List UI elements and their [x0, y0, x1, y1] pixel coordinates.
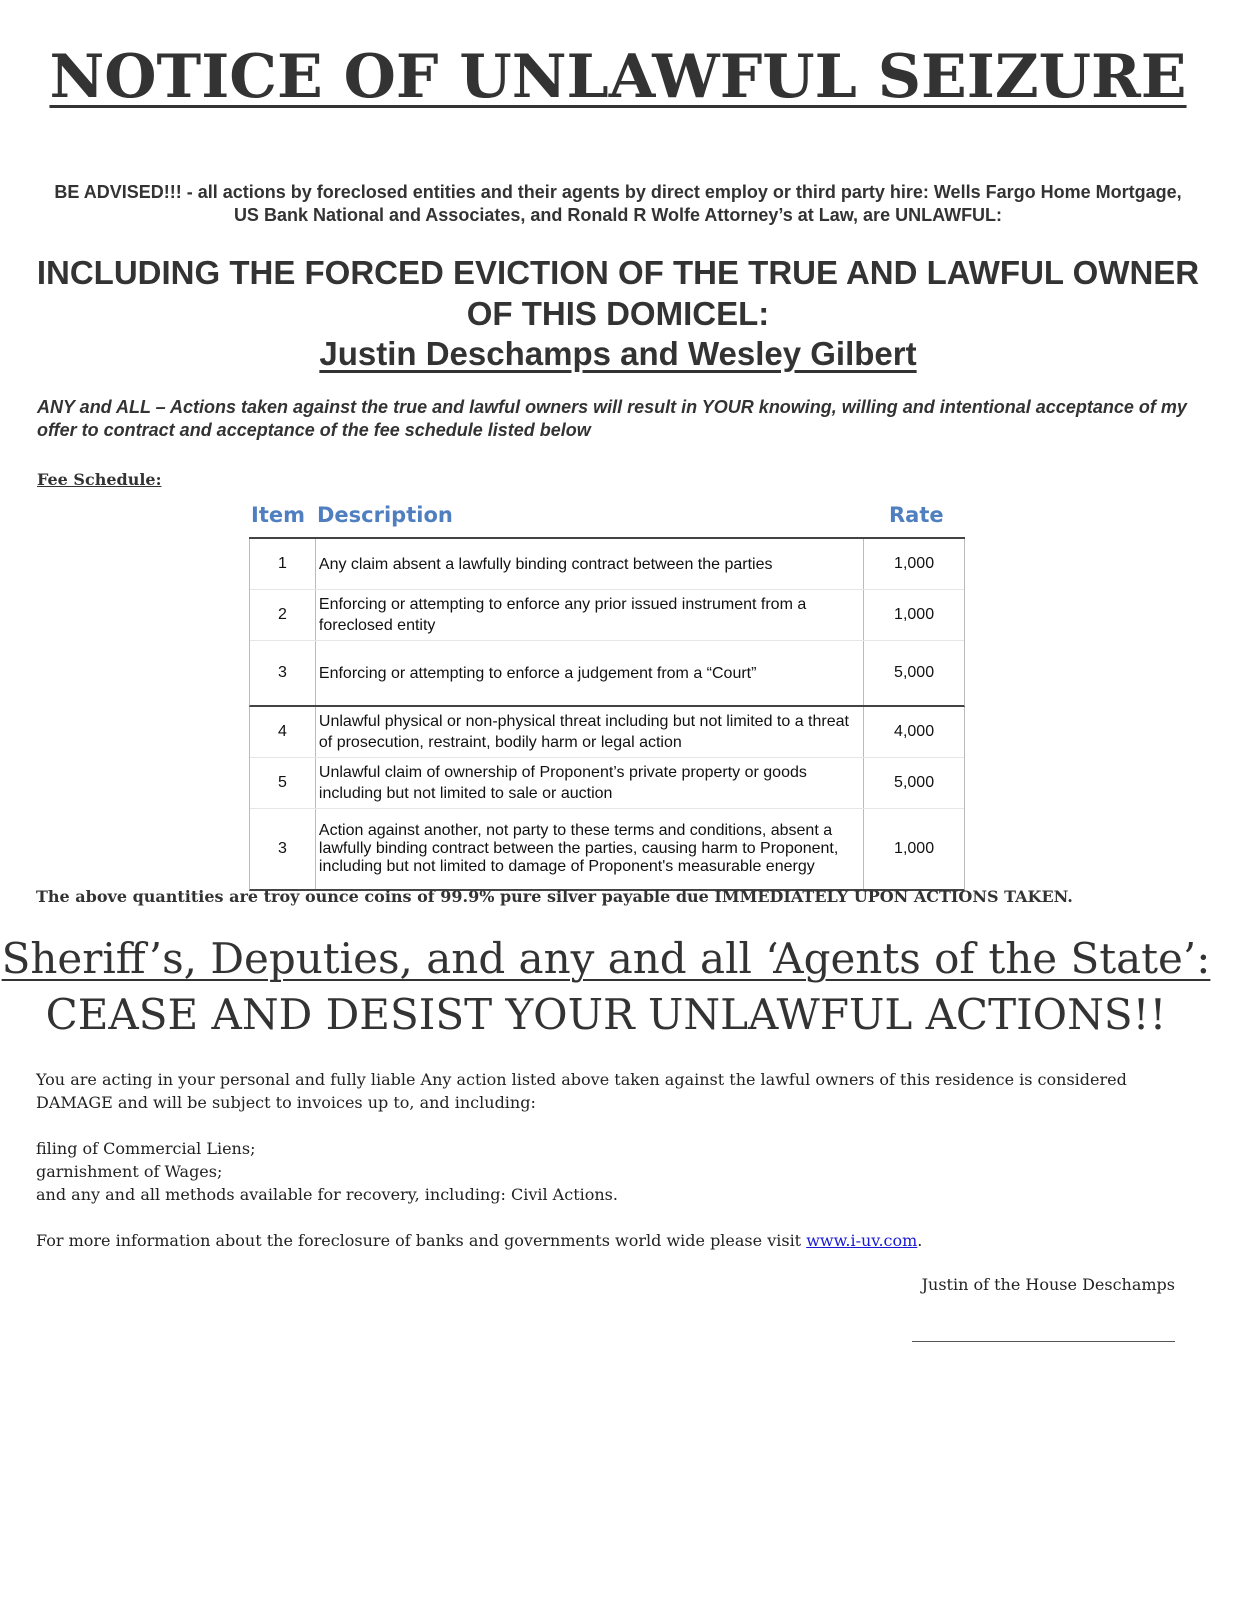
item-number: 5: [250, 758, 316, 808]
fee-table-header: [249, 503, 965, 539]
cease-and-desist-heading: CEASE AND DESIST YOUR UNLAWFUL ACTIONS!!: [45, 990, 1167, 1039]
item-rate: 1,000: [894, 555, 935, 572]
table-row: [250, 590, 964, 641]
advisory-paragraph: BE ADVISED!!! - all actions by foreclosed entities and their agents by direct employ or third party hire: Wells Fargo Home Mortgage, US Bank National and Associates, and Ronald R Wolfe Attorney’s at Law, are UNLAWFUL:: [54, 182, 1182, 225]
document-title: NOTICE OF UNLAWFUL SEIZURE: [49, 42, 1187, 112]
silver-payment-note: The above quantities are troy ounce coins of 99.9% pure silver payable due IMMEDIATELY UPON ACTIONS TAKEN.: [36, 887, 1073, 906]
remedy-item: and any and all methods available for recovery, including: Civil Actions.: [36, 1185, 618, 1204]
sheriff-heading: Sheriff’s, Deputies, and any and all ‘Agents of the State’:: [1, 934, 1211, 983]
item-rate: 1,000: [894, 606, 935, 623]
item-number: 1: [250, 539, 316, 589]
remedy-item: garnishment of Wages;: [36, 1162, 223, 1181]
table-row: [250, 758, 964, 809]
table-row: [250, 539, 964, 590]
more-info-paragraph: [36, 1229, 1186, 1252]
item-description: Enforcing or attempting to enforce any prior issued instrument from a foreclosed entity: [316, 590, 864, 640]
item-description: Any claim absent a lawfully binding contract between the parties: [316, 539, 864, 589]
item-number: 3: [250, 809, 316, 889]
table-row: [250, 707, 964, 758]
more-info-text: For more information about the foreclosure of banks and governments world wide please visit: [36, 1231, 807, 1250]
item-description: Unlawful physical or non-physical threat including but not limited to a threat of prosecution, restraint, bodily harm or legal action: [316, 707, 864, 757]
column-header-description: Description: [317, 503, 453, 527]
any-and-all-statement: ANY and ALL – Actions taken against the true and lawful owners will result in YOUR knowing, willing and intentional acceptance of my offer to contract and acceptance of the fee schedule listed below: [37, 397, 1187, 440]
fee-group-2: [249, 707, 965, 891]
more-info-end: .: [917, 1231, 923, 1250]
item-number: 2: [250, 590, 316, 640]
eviction-heading: INCLUDING THE FORCED EVICTION OF THE TRUE AND LAWFUL OWNER OF THIS DOMICEL:: [36, 254, 1200, 332]
website-link[interactable]: www.i-uv.com: [806, 1231, 918, 1250]
item-rate: 5,000: [894, 664, 935, 681]
liability-paragraph: You are acting in your personal and fully liable Any action listed above taken against the lawful owners of this residence is considered DAMAGE and will be subject to invoices up to, and including:: [36, 1070, 1127, 1112]
item-number: 4: [250, 707, 316, 757]
item-rate: 4,000: [894, 723, 935, 740]
signature-line: [912, 1341, 1175, 1342]
owner-names: Justin Deschamps and Wesley Gilbert: [319, 335, 917, 372]
item-rate: 5,000: [894, 774, 935, 791]
fee-schedule-heading: Fee Schedule:: [37, 470, 162, 489]
remedy-item: filing of Commercial Liens;: [36, 1139, 256, 1158]
table-row: [250, 641, 964, 705]
signer-name: Justin of the House Deschamps: [921, 1275, 1175, 1294]
fee-group-1: [249, 539, 965, 707]
item-description: Enforcing or attempting to enforce a judgement from a “Court”: [316, 641, 864, 705]
item-description: Action against another, not party to these terms and conditions, absent a lawfully binding contract between the parties, causing harm to Proponent, including but not limited to damage of Proponent's measurable energy: [316, 809, 864, 889]
item-number: 3: [250, 641, 316, 705]
item-description: Unlawful claim of ownership of Proponent’s private property or goods including but not limited to sale or auction: [316, 758, 864, 808]
column-header-rate: Rate: [889, 503, 944, 527]
fee-schedule-table: [249, 503, 965, 891]
item-rate: 1,000: [894, 840, 935, 857]
table-row: [250, 809, 964, 889]
column-header-item: Item: [251, 503, 305, 527]
